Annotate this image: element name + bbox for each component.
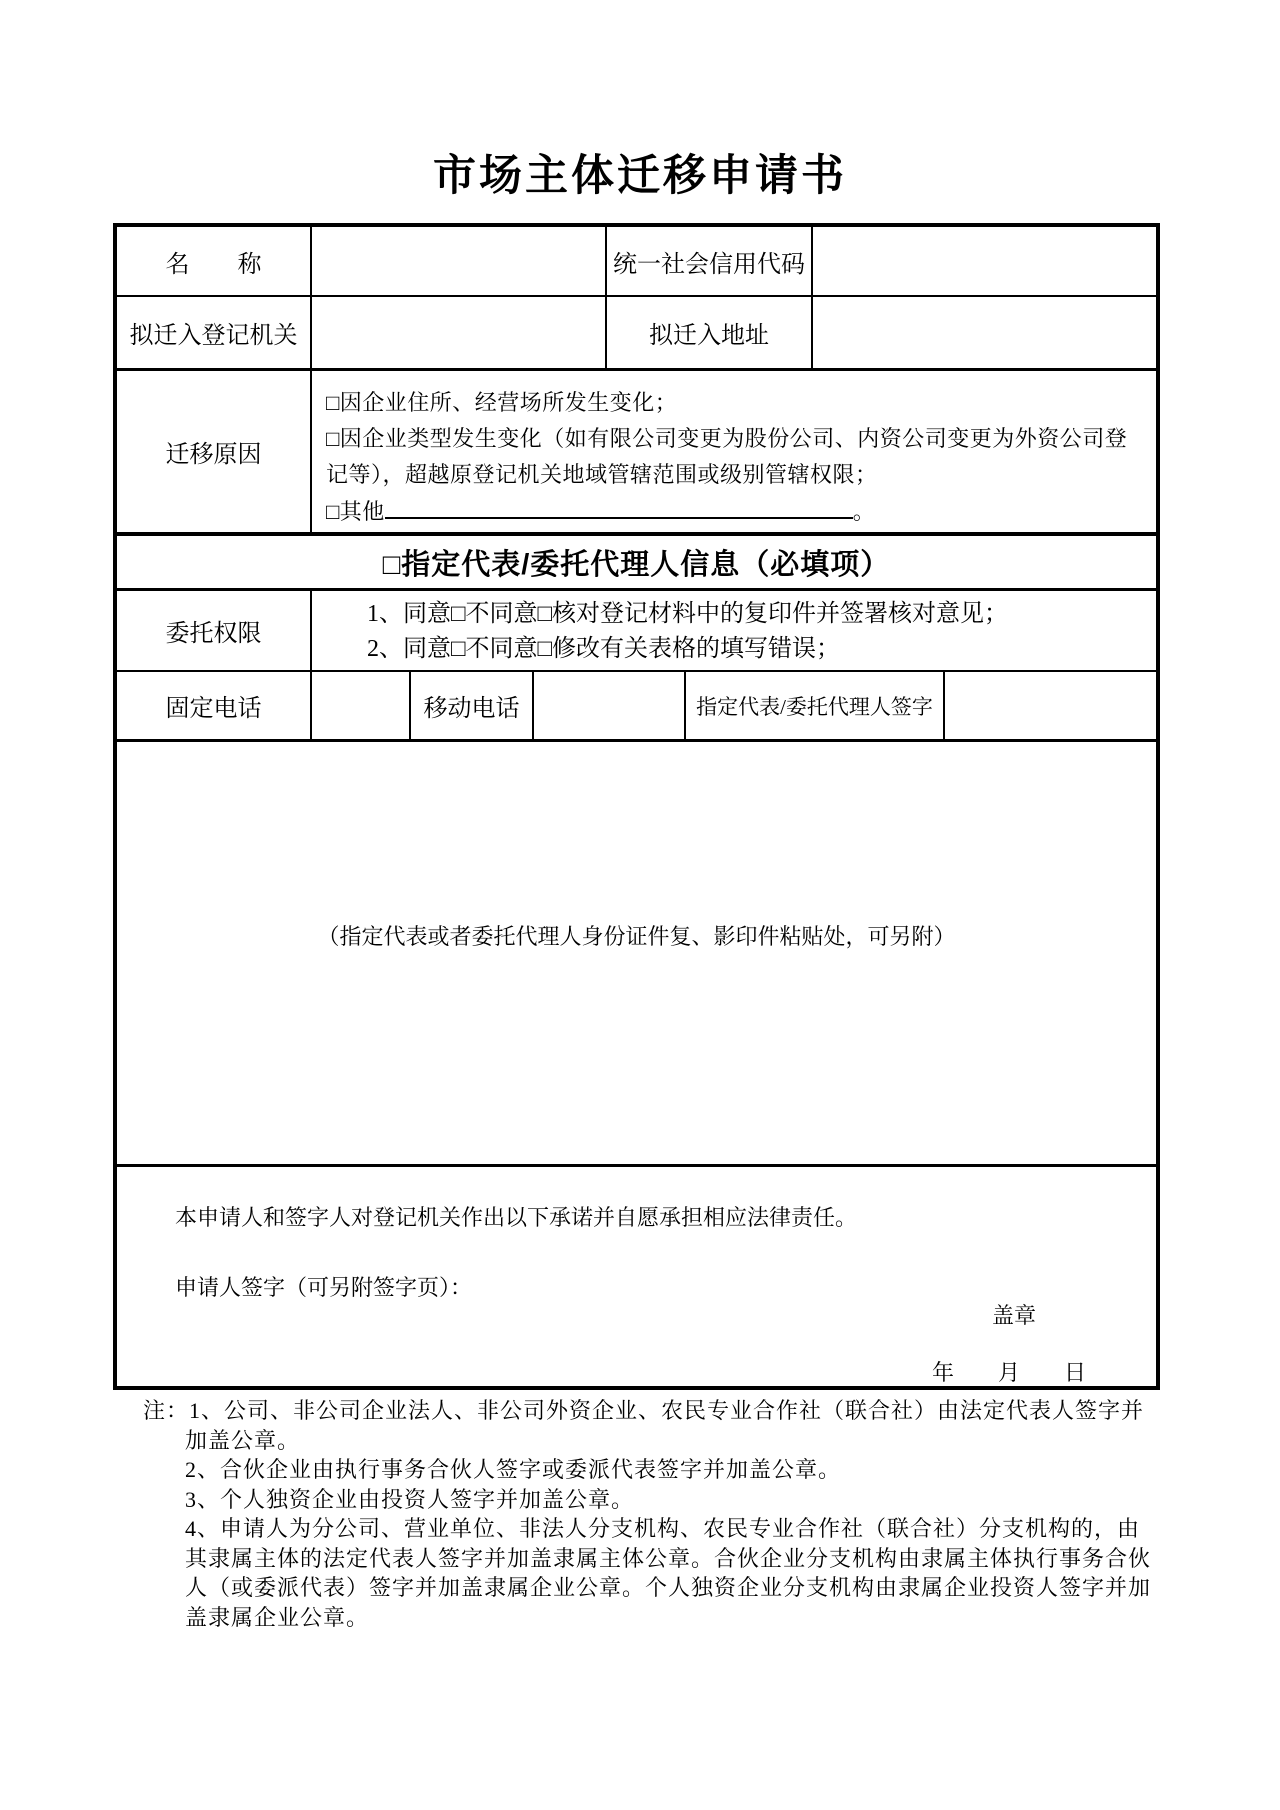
note-line-2: 加盖公章。 — [185, 1427, 301, 1453]
row-destination — [117, 297, 1156, 371]
fixed-phone-value-cell[interactable] — [312, 672, 411, 739]
page-title: 市场主体迁移申请书 — [433, 153, 847, 200]
id-paste-area[interactable] — [117, 742, 1156, 1164]
entrusted-authority-label: 委托权限 — [117, 591, 312, 670]
note-line-1: 注：1、公司、非公司企业法人、非公司外资企业、农民专业合作社（联合社）由法定代表人签字并 — [143, 1398, 1145, 1423]
entrusted-authority-options — [312, 591, 1156, 670]
migration-reason-options — [312, 371, 1156, 532]
row-section-header — [117, 536, 1156, 591]
reason-option-residence-checkbox[interactable]: □因企业住所、经营场所发生变化； — [326, 390, 678, 415]
note-line-5: 4、申请人为分公司、营业单位、非法人分支机构、农民专业合作社（联合社）分支机构的，由 — [185, 1516, 1141, 1541]
mobile-phone-label: 移动电话 — [411, 672, 534, 739]
credit-code-label: 统一社会信用代码 — [607, 227, 813, 295]
row-entrusted-authority — [117, 591, 1156, 672]
applicant-signature-label: 申请人签字（可另附签字页）： — [175, 1275, 473, 1300]
application-form-table — [113, 223, 1160, 1390]
credit-code-value-cell[interactable] — [813, 227, 1156, 295]
footer-notes — [143, 1396, 1183, 1632]
reason-other-checkbox[interactable]: □其他 — [326, 499, 385, 524]
reason-other-write-in-line[interactable] — [385, 493, 853, 519]
dest-authority-label: 拟迁入登记机关 — [117, 297, 312, 368]
dest-address-label: 拟迁入地址 — [607, 297, 813, 368]
note-line-7: 人（或委派代表）签字并加盖隶属企业公章。个人独资企业分支机构由隶属企业投资人签字并加 — [185, 1575, 1152, 1600]
note-line-4: 3、个人独资企业由投资人签字并加盖公章。 — [185, 1486, 635, 1512]
row-commitment — [117, 1167, 1156, 1386]
note-line-3: 2、合伙企业由执行事务合伙人签字或委派代表签字并加盖公章。 — [185, 1457, 842, 1482]
date-line: 年 月 日 — [931, 1360, 1086, 1385]
dest-authority-value-cell[interactable] — [312, 297, 607, 368]
authority-item-verify-checkboxes[interactable]: 1、同意□不同意□核对登记材料中的复印件并签署核对意见； — [367, 601, 1008, 627]
mobile-phone-value-cell[interactable] — [534, 672, 686, 739]
dest-address-value-cell[interactable] — [813, 297, 1156, 368]
note-line-6: 其隶属主体的法定代表人签字并加盖隶属主体公章。合伙企业分支机构由隶属主体执行事务合伙 — [185, 1545, 1152, 1571]
row-name — [117, 227, 1156, 297]
name-value-cell[interactable] — [312, 227, 607, 295]
id-paste-caption: （指定代表或者委托代理人身份证件复、影印件粘贴处，可另附） — [317, 924, 956, 949]
agent-signature-cell[interactable] — [945, 672, 1156, 739]
reason-option-other — [326, 493, 1142, 530]
seal-label: 盖章 — [991, 1303, 1036, 1328]
name-label: 名 称 — [117, 227, 312, 295]
fixed-phone-label: 固定电话 — [117, 672, 312, 739]
row-phone-signature — [117, 672, 1156, 742]
note-line-8: 盖隶属企业公章。 — [185, 1604, 370, 1630]
authority-item-correct-checkboxes[interactable]: 2、同意□不同意□修改有关表格的填写错误； — [367, 636, 840, 662]
commitment-cell — [117, 1167, 1156, 1386]
reason-other-period: 。 — [852, 499, 876, 524]
reason-option-type-checkbox[interactable]: □因企业类型发生变化（如有限公司变更为股份公司、内资公司变更为外资公司登 — [326, 426, 1128, 451]
row-id-paste-area — [117, 742, 1156, 1167]
migration-reason-label: 迁移原因 — [117, 371, 312, 532]
agent-section-header-checkbox[interactable]: □指定代表/委托代理人信息（必填项） — [382, 548, 891, 581]
reason-option-type-continuation: 记等），超越原登记机关地域管辖范围或级别管辖权限； — [326, 462, 878, 487]
agent-signature-label: 指定代表/委托代理人签字 — [686, 672, 945, 739]
row-migration-reason — [117, 371, 1156, 536]
commitment-statement: 本申请人和签字人对登记机关作出以下承诺并自愿承担相应法律责任。 — [175, 1205, 858, 1230]
